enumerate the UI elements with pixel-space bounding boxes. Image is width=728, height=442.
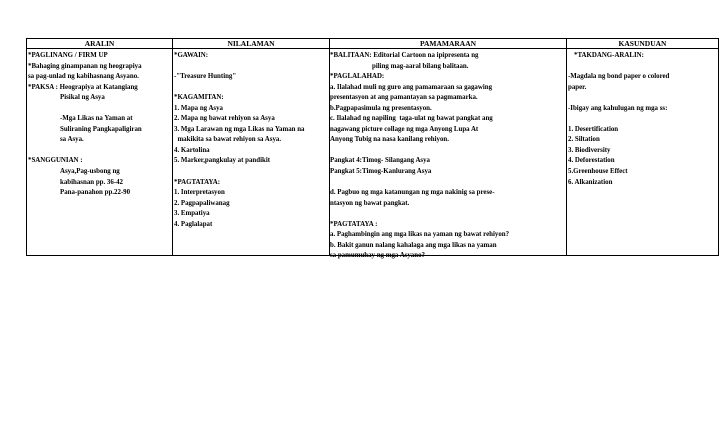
kagamitan-item: 5. Marker,pangkulay at pandikit xyxy=(174,157,271,165)
kagamitan-label: *KAGAMITAN: xyxy=(174,94,224,102)
paksa-sub-line: sa Asya. xyxy=(60,136,84,144)
kagamitan-item: 1. Mapa ng Asya xyxy=(174,104,224,112)
paglalahad-label: *PAGLALAHAD: xyxy=(330,73,385,81)
paglinang-title: *PAGLINANG / FIRM UP xyxy=(28,52,108,59)
pamamaraan-column xyxy=(330,51,565,262)
paglalahad-line: a. Ilalahad muli ng guro ang pamamaraan sa gagawing xyxy=(330,83,493,91)
pagtataya-line: a. Paghambingin ang mga likas na yaman ng bawat rehiyon? xyxy=(330,231,510,239)
sanggunian-line: Pana-panahon pp.22-90 xyxy=(60,189,131,197)
pagbuo-line: ntasyon ng bawat pangkat. xyxy=(330,199,410,207)
balitaan-line: piling mag-aaral bilang balitaan. xyxy=(372,62,469,70)
kasunduan-column xyxy=(568,51,718,188)
column-divider xyxy=(172,39,173,255)
balitaan-line: *BALITAAN: Editorial Cartoon na ipipresenta ng xyxy=(330,52,479,59)
ibigay-line: -Ibigay ang kahulugan ng mga ss: xyxy=(568,104,668,112)
header-nilalaman: NILALAMAN xyxy=(227,39,275,48)
sanggunian-line: Asya,Pag-usbong ng xyxy=(60,168,120,176)
kagamitan-item: makikita sa bawat rehiyon sa Asya. xyxy=(174,136,282,144)
pagtataya-line: b. Bakit ganun nalang kahalaga ang mga likas na yaman xyxy=(330,241,497,249)
pagtataya-label: *PAGTATAYA: xyxy=(174,178,221,186)
header-aralin: ARALIN xyxy=(84,39,115,48)
paglinang-line: sa pag-unlad ng kabihasnang Asyano. xyxy=(28,73,139,81)
column-divider xyxy=(566,39,567,255)
pagtataya-label: *PAGTATAYA : xyxy=(330,220,378,228)
pagtataya-item: 2. Pagpapaliwanag xyxy=(174,199,230,207)
pagtataya-item: 4. Paglalapat xyxy=(174,220,213,228)
sanggunian-line: kabihasnan pp. 36-42 xyxy=(60,178,124,186)
takdang-aralin-line: -Magdala ng bond paper o colored xyxy=(568,73,670,81)
kagamitan-item: 4. Kartolina xyxy=(174,146,210,154)
paglalahad-line: b.Pagpapasimula ng presentasyon. xyxy=(330,104,432,112)
pangkat-line: Pangkat 5:Timog-Kanlurang Asya xyxy=(330,168,432,176)
kagamitan-item: 3. Mga Larawan ng mga Likas na Yaman na xyxy=(174,125,305,133)
pangkat-line: Pangkat 4:Timog- Silangang Asya xyxy=(330,157,430,165)
paksa-line: Pisikal ng Asya xyxy=(60,94,105,102)
pagbuo-line: d. Pagbuo ng mga katanungan ng mga nakinig sa prese- xyxy=(330,189,495,197)
pagtataya-item: 3. Empatiya xyxy=(174,210,210,218)
paglalahad-line: presentasyon at ang pamantayan sa pagmamarka. xyxy=(330,94,478,102)
kasunduan-item: 1. Desertification xyxy=(568,125,619,133)
gawain-item: -"Treasure Hunting" xyxy=(174,73,237,81)
gawain-label: *GAWAIN: xyxy=(174,52,209,59)
paglinang-line: *Bahaging ginampanan ng heograpiya xyxy=(28,62,142,70)
paglalahad-line: Anyong Tubig na nasa kanilang rehiyon. xyxy=(330,136,449,144)
kasunduan-item: 6. Alkanization xyxy=(568,178,613,186)
pagtataya-item: 1. Interpretasyon xyxy=(174,189,225,197)
paksa-sub-line: -Mga Likas na Yaman at xyxy=(60,115,133,123)
header-pamamaraan: PAMAMARAAN xyxy=(419,39,477,48)
kasunduan-item: 5.Greenhouse Effect xyxy=(568,168,628,176)
nilalaman-column xyxy=(174,51,328,230)
paglalahad-line: nagawang picture collage ng mga Anyong Lupa At xyxy=(330,125,479,133)
kagamitan-item: 2. Mapa ng bawat rehiyon sa Asya xyxy=(174,115,275,123)
paksa-sub-line: Suliraning Pangkapaligiran xyxy=(60,125,142,133)
takdang-aralin-line: paper. xyxy=(568,83,587,91)
kasunduan-item: 4. Deforestation xyxy=(568,157,615,165)
pagtataya-line: sa pamumuhay ng mga Asyano? xyxy=(330,252,425,260)
paksa-label: *PAKSA : Heograpiya at Katangiang xyxy=(28,83,138,91)
paglalahad-line: c. Ilalahad ng napiling taga-ulat ng bawat pangkat ang xyxy=(330,115,493,123)
aralin-column xyxy=(28,51,170,199)
kasunduan-item: 3. Biodiversity xyxy=(568,146,611,154)
table-header-row xyxy=(27,39,718,49)
kasunduan-item: 2. Siltation xyxy=(568,136,600,144)
takdang-aralin-label: *TAKDANG-ARALIN: xyxy=(574,52,644,59)
header-kasunduan: KASUNDUAN xyxy=(618,39,667,48)
sanggunian-label: *SANGGUNIAN : xyxy=(28,157,83,165)
lesson-plan-table xyxy=(26,38,719,260)
